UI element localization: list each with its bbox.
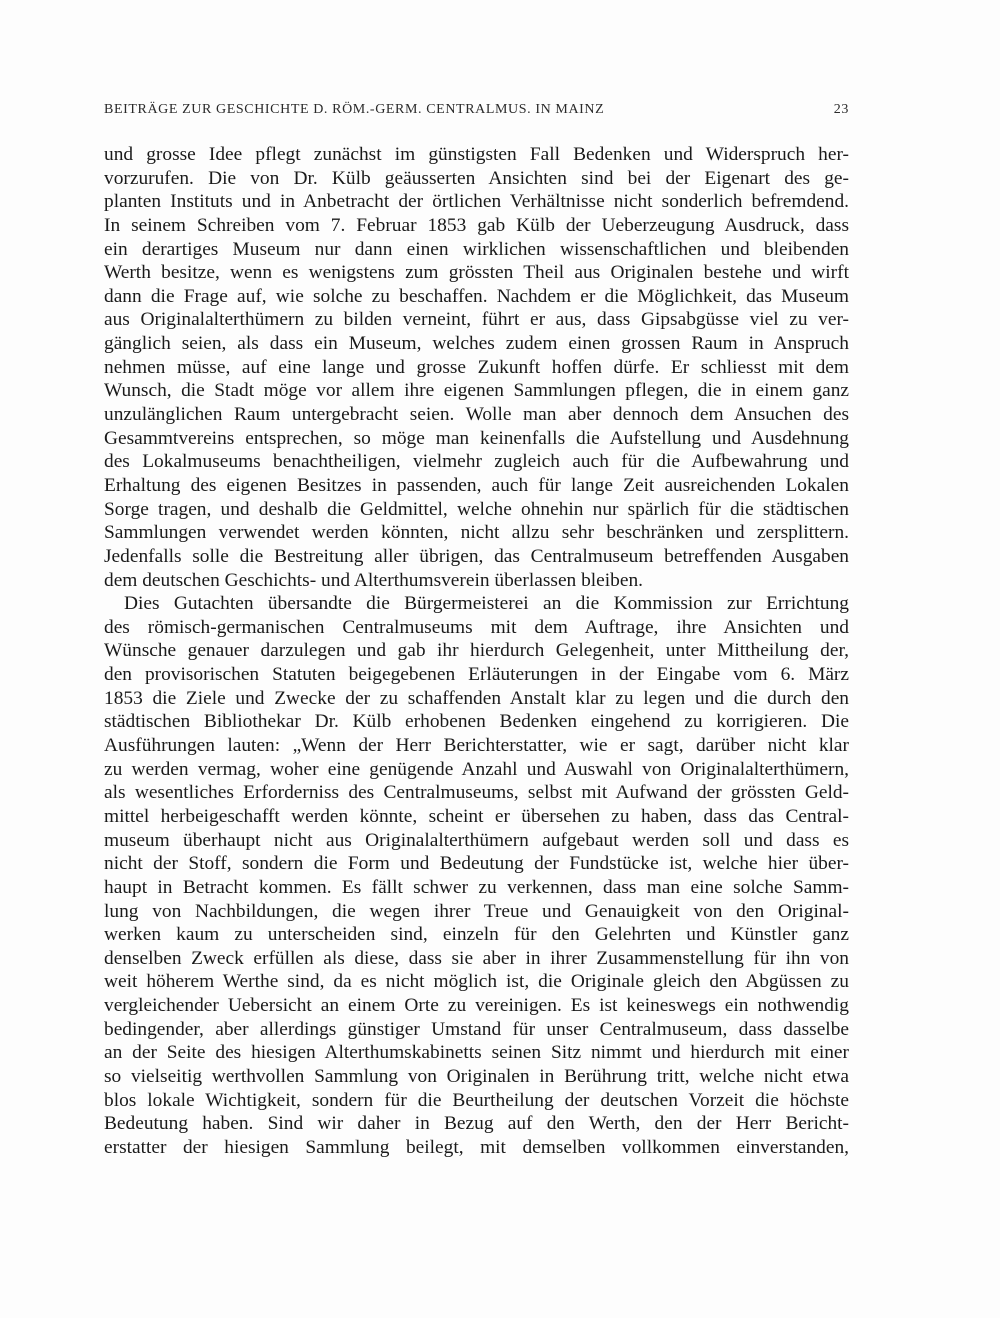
text-line: nehmen müsse, auf eine lange und grosse Zukunft hoffen dürfe. Er schliesst mit dem	[104, 356, 849, 378]
text-line: Sammlungen verwendet werden könnten, nicht allzu sehr beschränken und zersplittern.	[104, 522, 849, 544]
text-line: Jedenfalls solle die Bestreitung aller übrigen, das Centralmuseum betreffenden Ausgaben	[104, 545, 849, 567]
text-line: haupt in Betracht kommen. Es fällt schwer zu verkennen, dass man eine solche Samm-	[104, 876, 849, 898]
text-line: nicht der Stoff, sondern die Form und Bedeutung der Fundstücke ist, welche hier über-	[104, 853, 849, 875]
text-line: Werth besitze, wenn es wenigstens zum grössten Theil aus Originalen bestehe und wirft	[104, 262, 849, 284]
text-line: Gesammtvereins entsprechen, so möge man keinenfalls die Aufstellung und Ausdehnung	[104, 427, 849, 449]
text-line: mittel herbeigeschafft werden könnte, scheint er übersehen zu haben, dass das Central-	[104, 805, 849, 827]
text-line: des Lokalmuseums benachtheiligen, vielmehr zugleich auch für die Aufbewahrung und	[104, 451, 849, 473]
text-line: ein derartiges Museum nur dann einen wirklichen wissenschaftlichen und bleibenden	[104, 238, 849, 260]
text-line: In seinem Schreiben vom 7. Februar 1853 gab Külb der Ueberzeugung Ausdruck, dass	[104, 214, 849, 236]
text-line: lung von Nachbildungen, die wegen ihrer Treue und Genauigkeit von den Original-	[104, 900, 849, 922]
text-line: zu werden vermag, woher eine genügende Anzahl und Auswahl von Originalalterthümern,	[104, 758, 849, 780]
text-line: 1853 die Ziele und Zwecke der zu schaffenden Anstalt klar zu legen und die durch den	[104, 687, 849, 709]
text-line: des römisch-germanischen Centralmuseums mit dem Auftrage, ihre Ansichten und	[104, 616, 849, 638]
text-line: städtischen Bibliothekar Dr. Külb erhobenen Bedenken eingehend zu korrigieren. Die	[104, 711, 849, 733]
text-line: Wunsch, die Stadt möge vor allem ihre eigenen Sammlungen pflegen, die in einem ganz	[104, 380, 849, 402]
text-line: als wesentliches Erforderniss des Centralmuseums, selbst mit Aufwand der grössten Geld-	[104, 782, 849, 804]
running-title: BEITRÄGE ZUR GESCHICHTE D. RÖM.-GERM. CENTRALMUS. IN MAINZ	[104, 102, 605, 117]
text-line: Dies Gutachten übersandte die Bürgermeisterei an die Kommission zur Errichtung	[124, 593, 849, 615]
text-line: denselben Zweck erfüllen als diese, dass sie aber in ihrer Zusammenstellung für ihn von	[104, 947, 849, 969]
text-line: vergleichender Uebersicht an einem Orte zu vereinigen. Es ist keineswegs ein nothwendig	[104, 995, 849, 1017]
text-line: Sorge tragen, und deshalb die Geldmittel, welche ohnehin nur spärlich für die städtischen	[104, 498, 849, 520]
text-line: museum überhaupt nicht aus Originalalterthümern aufgebaut werden soll und dass es	[104, 829, 849, 851]
text-line: Erhaltung des eigenen Besitzes in passenden, auch für lange Zeit ausreichenden Lokalen	[104, 474, 849, 496]
text-line: weit höherem Werthe sind, da es nicht möglich ist, die Originale gleich den Abgüssen zu	[104, 971, 849, 993]
text-line: blos lokale Wichtigkeit, sondern für die Beurtheilung der deutschen Vorzeit die höchste	[104, 1089, 849, 1111]
text-line: bedingender, aber allerdings günstiger Umstand für unser Centralmuseum, dass dasselbe	[104, 1018, 849, 1040]
text-line: dem deutschen Geschichts- und Alterthumsverein überlassen bleiben.	[104, 569, 644, 591]
text-line: Bedeutung haben. Sind wir daher in Bezug auf den Werth, den der Herr Bericht-	[104, 1113, 849, 1135]
running-header	[104, 102, 849, 122]
text-line: den provisorischen Statuten beigegebenen Erläuterungen in der Eingabe vom 6. März	[104, 664, 849, 686]
text-line: planten Instituts und in Anbetracht der örtlichen Verhältnisse nicht sonderlich befremdend.	[104, 191, 849, 213]
paragraph-1	[104, 143, 849, 592]
text-line: Wünsche genauer darzulegen und gab ihr hierdurch Gelegenheit, unter Mittheilung der,	[104, 640, 849, 662]
text-line: und grosse Idee pflegt zunächst im günstigsten Fall Bedenken und Widerspruch her-	[104, 144, 849, 165]
text-line: dann die Frage auf, wie solche zu beschaffen. Nachdem er die Möglichkeit, das Museum	[104, 285, 849, 307]
text-line: gänglich seien, als dass ein Museum, welches zudem einen grossen Raum in Anspruch	[104, 333, 849, 355]
text-line: erstatter der hiesigen Sammlung beilegt, mit demselben vollkommen einverstanden,	[104, 1136, 849, 1158]
text-line: an der Seite des hiesigen Alterthumskabinetts seinen Sitz nimmt und hierdurch mit einer	[104, 1042, 849, 1064]
text-line: werken kaum zu unterscheiden sind, einzeln für den Gelehrten und Künstler ganz	[104, 924, 849, 946]
body-text	[104, 143, 849, 1160]
text-line: aus Originalalterthümern zu bilden verneint, führt er aus, dass Gipsabgüsse viel zu ver-	[104, 309, 849, 331]
text-line: so vielseitig werthvollen Sammlung von Originalen in Berührung tritt, welche nicht etwa	[104, 1065, 849, 1087]
text-line: unzulänglichen Raum untergebracht seien. Wolle man aber dennoch dem Ansuchen des	[104, 404, 849, 426]
page-number: 23	[833, 102, 849, 117]
text-line: vorzurufen. Die von Dr. Külb geäusserten Ansichten sind bei der Eigenart des ge-	[104, 167, 849, 189]
paragraph-2	[104, 592, 849, 1159]
text-line: Ausführungen lauten: „Wenn der Herr Berichterstatter, wie er sagt, darüber nicht klar	[104, 735, 849, 757]
